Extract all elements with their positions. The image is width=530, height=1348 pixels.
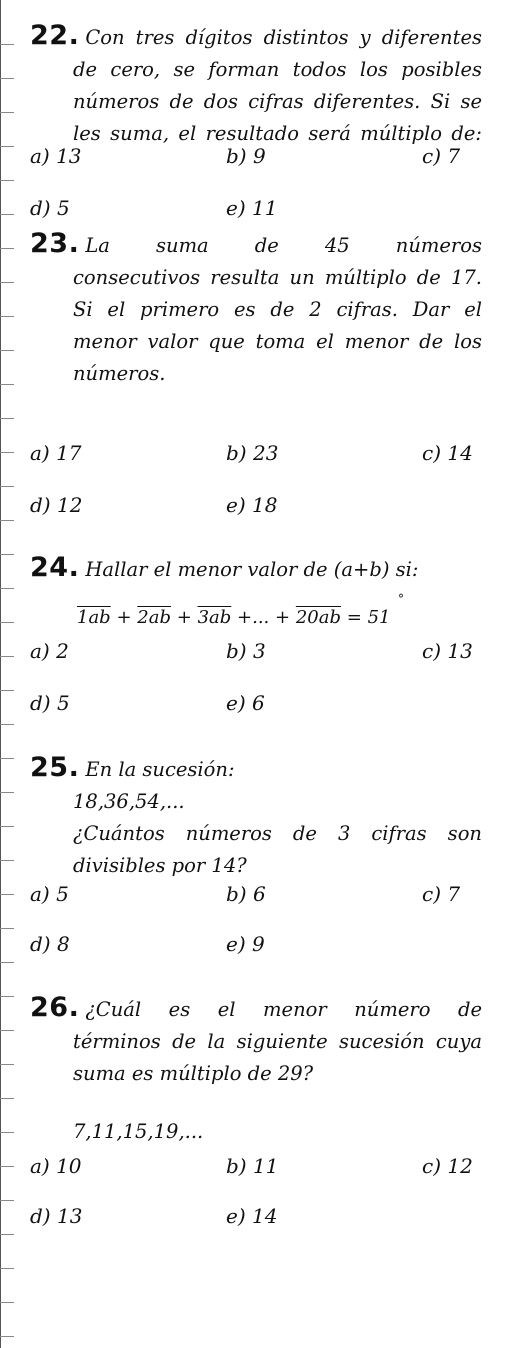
margin-tick xyxy=(0,520,14,521)
option-a[interactable]: a) 2 xyxy=(30,639,69,663)
notebook-margin-line xyxy=(0,0,1,1348)
sequence-text: 7,11,15,19,... xyxy=(73,1120,204,1143)
margin-tick xyxy=(0,44,14,45)
problem-number: 22. xyxy=(30,20,80,51)
margin-tick xyxy=(0,1336,14,1337)
equation-plus: + xyxy=(237,607,253,628)
equation-plus: + xyxy=(116,607,132,628)
margin-tick xyxy=(0,1234,14,1235)
option-c[interactable]: c) 7 xyxy=(422,882,461,906)
options-row xyxy=(30,489,482,521)
margin-tick xyxy=(0,78,14,79)
equation-plus: + xyxy=(176,607,192,628)
equation-equals: = xyxy=(346,607,362,628)
margin-tick xyxy=(0,996,14,997)
margin-tick xyxy=(0,214,14,215)
problem-text-line: consecutivos resulta un múltiplo de 17. xyxy=(73,266,482,289)
equation-term: 1ab xyxy=(77,607,111,628)
multiple-ring-mark: ° xyxy=(398,592,404,606)
problem-text-line: Con tres dígitos distintos y diferentes xyxy=(85,26,482,49)
option-b[interactable]: b) 9 xyxy=(226,144,266,168)
options-row xyxy=(30,687,482,719)
option-e[interactable]: e) 14 xyxy=(226,1204,278,1228)
option-d[interactable]: d) 5 xyxy=(30,691,70,715)
problem-text-line: ¿Cuál es el menor número de xyxy=(85,998,482,1021)
problem-text-line: Hallar el menor valor de (a+b) si: xyxy=(85,558,419,581)
problem-text-line: les suma, el resultado será múltiplo de: xyxy=(73,122,482,145)
margin-tick xyxy=(0,248,14,249)
options-row xyxy=(30,437,482,469)
margin-tick xyxy=(0,282,14,283)
margin-tick xyxy=(0,554,14,555)
margin-tick xyxy=(0,486,14,487)
margin-tick xyxy=(0,1132,14,1133)
problem-text-line: suma es múltiplo de 29? xyxy=(73,1062,314,1085)
problem-text-line: Si el primero es de 2 cifras. Dar el xyxy=(73,298,482,321)
margin-tick xyxy=(0,1030,14,1031)
option-a[interactable]: a) 5 xyxy=(30,882,69,906)
equation-term: 20ab xyxy=(295,607,342,628)
option-c[interactable]: c) 13 xyxy=(422,639,473,663)
problem-text-line: En la sucesión: xyxy=(85,758,235,781)
margin-tick xyxy=(0,690,14,691)
option-d[interactable]: d) 8 xyxy=(30,932,70,956)
option-d[interactable]: d) 5 xyxy=(30,196,70,220)
options-row xyxy=(30,635,482,667)
problem-text-line: números de dos cifras diferentes. Si se xyxy=(73,90,482,113)
margin-tick xyxy=(0,724,14,725)
equation-plus: + xyxy=(275,607,291,628)
margin-tick xyxy=(0,452,14,453)
option-b[interactable]: b) 6 xyxy=(226,882,266,906)
margin-tick xyxy=(0,1302,14,1303)
margin-tick xyxy=(0,418,14,419)
margin-tick xyxy=(0,622,14,623)
option-a[interactable]: a) 17 xyxy=(30,441,82,465)
margin-tick xyxy=(0,588,14,589)
margin-tick xyxy=(0,180,14,181)
problem-text-line: ¿Cuántos números de 3 cifras son xyxy=(73,822,482,845)
margin-tick xyxy=(0,860,14,861)
problem-number: 23. xyxy=(30,228,80,259)
option-b[interactable]: b) 23 xyxy=(226,441,279,465)
equation-result: 51 xyxy=(367,607,391,628)
margin-tick xyxy=(0,894,14,895)
margin-tick xyxy=(0,928,14,929)
option-e[interactable]: e) 11 xyxy=(226,196,278,220)
equation-term: 3ab xyxy=(197,607,232,628)
option-e[interactable]: e) 6 xyxy=(226,691,265,715)
problem-text-line: números. xyxy=(73,362,166,385)
options-row xyxy=(30,192,482,224)
option-e[interactable]: e) 9 xyxy=(226,932,265,956)
divisibility-equation xyxy=(77,607,390,628)
option-c[interactable]: c) 7 xyxy=(422,144,461,168)
margin-tick xyxy=(0,350,14,351)
margin-tick xyxy=(0,656,14,657)
problem-text-line: divisibles por 14? xyxy=(73,854,247,877)
option-c[interactable]: c) 12 xyxy=(422,1154,473,1178)
margin-tick xyxy=(0,1166,14,1167)
equation-ellipsis: ... xyxy=(252,607,270,628)
sequence-text: 18,36,54,... xyxy=(73,790,185,813)
option-d[interactable]: d) 13 xyxy=(30,1204,83,1228)
options-row xyxy=(30,1150,482,1182)
margin-tick xyxy=(0,792,14,793)
problem-number: 24. xyxy=(30,552,80,583)
problem-25 xyxy=(30,752,482,882)
problem-text-line: de cero, se forman todos los posibles xyxy=(73,58,482,81)
margin-tick xyxy=(0,146,14,147)
equation-term: 2ab xyxy=(137,607,171,628)
problem-22 xyxy=(30,20,482,150)
margin-tick xyxy=(0,1064,14,1065)
margin-tick xyxy=(0,758,14,759)
options-row xyxy=(30,878,482,910)
options-row xyxy=(30,928,482,960)
margin-tick xyxy=(0,112,14,113)
problem-text-line: términos de la siguiente sucesión cuya xyxy=(73,1030,482,1053)
option-d[interactable]: d) 12 xyxy=(30,493,83,517)
option-b[interactable]: b) 11 xyxy=(226,1154,279,1178)
problem-number: 25. xyxy=(30,752,80,783)
sequence-block xyxy=(30,1116,482,1148)
problem-text-line: menor valor que toma el menor de los xyxy=(73,330,482,353)
option-c[interactable]: c) 14 xyxy=(422,441,473,465)
margin-tick xyxy=(0,1098,14,1099)
problem-number: 26. xyxy=(30,992,80,1023)
problem-26 xyxy=(30,992,482,1090)
option-a[interactable]: a) 13 xyxy=(30,144,82,168)
option-b[interactable]: b) 3 xyxy=(226,639,266,663)
margin-tick xyxy=(0,316,14,317)
margin-tick xyxy=(0,1268,14,1269)
problem-23 xyxy=(30,228,482,390)
problem-text-line: La suma de 45 números xyxy=(85,234,482,257)
option-e[interactable]: e) 18 xyxy=(226,493,278,517)
options-row xyxy=(30,1200,482,1232)
options-row xyxy=(30,140,482,172)
margin-tick xyxy=(0,384,14,385)
margin-tick xyxy=(0,1200,14,1201)
margin-tick xyxy=(0,826,14,827)
option-a[interactable]: a) 10 xyxy=(30,1154,82,1178)
problem-24 xyxy=(30,552,482,586)
margin-tick xyxy=(0,962,14,963)
